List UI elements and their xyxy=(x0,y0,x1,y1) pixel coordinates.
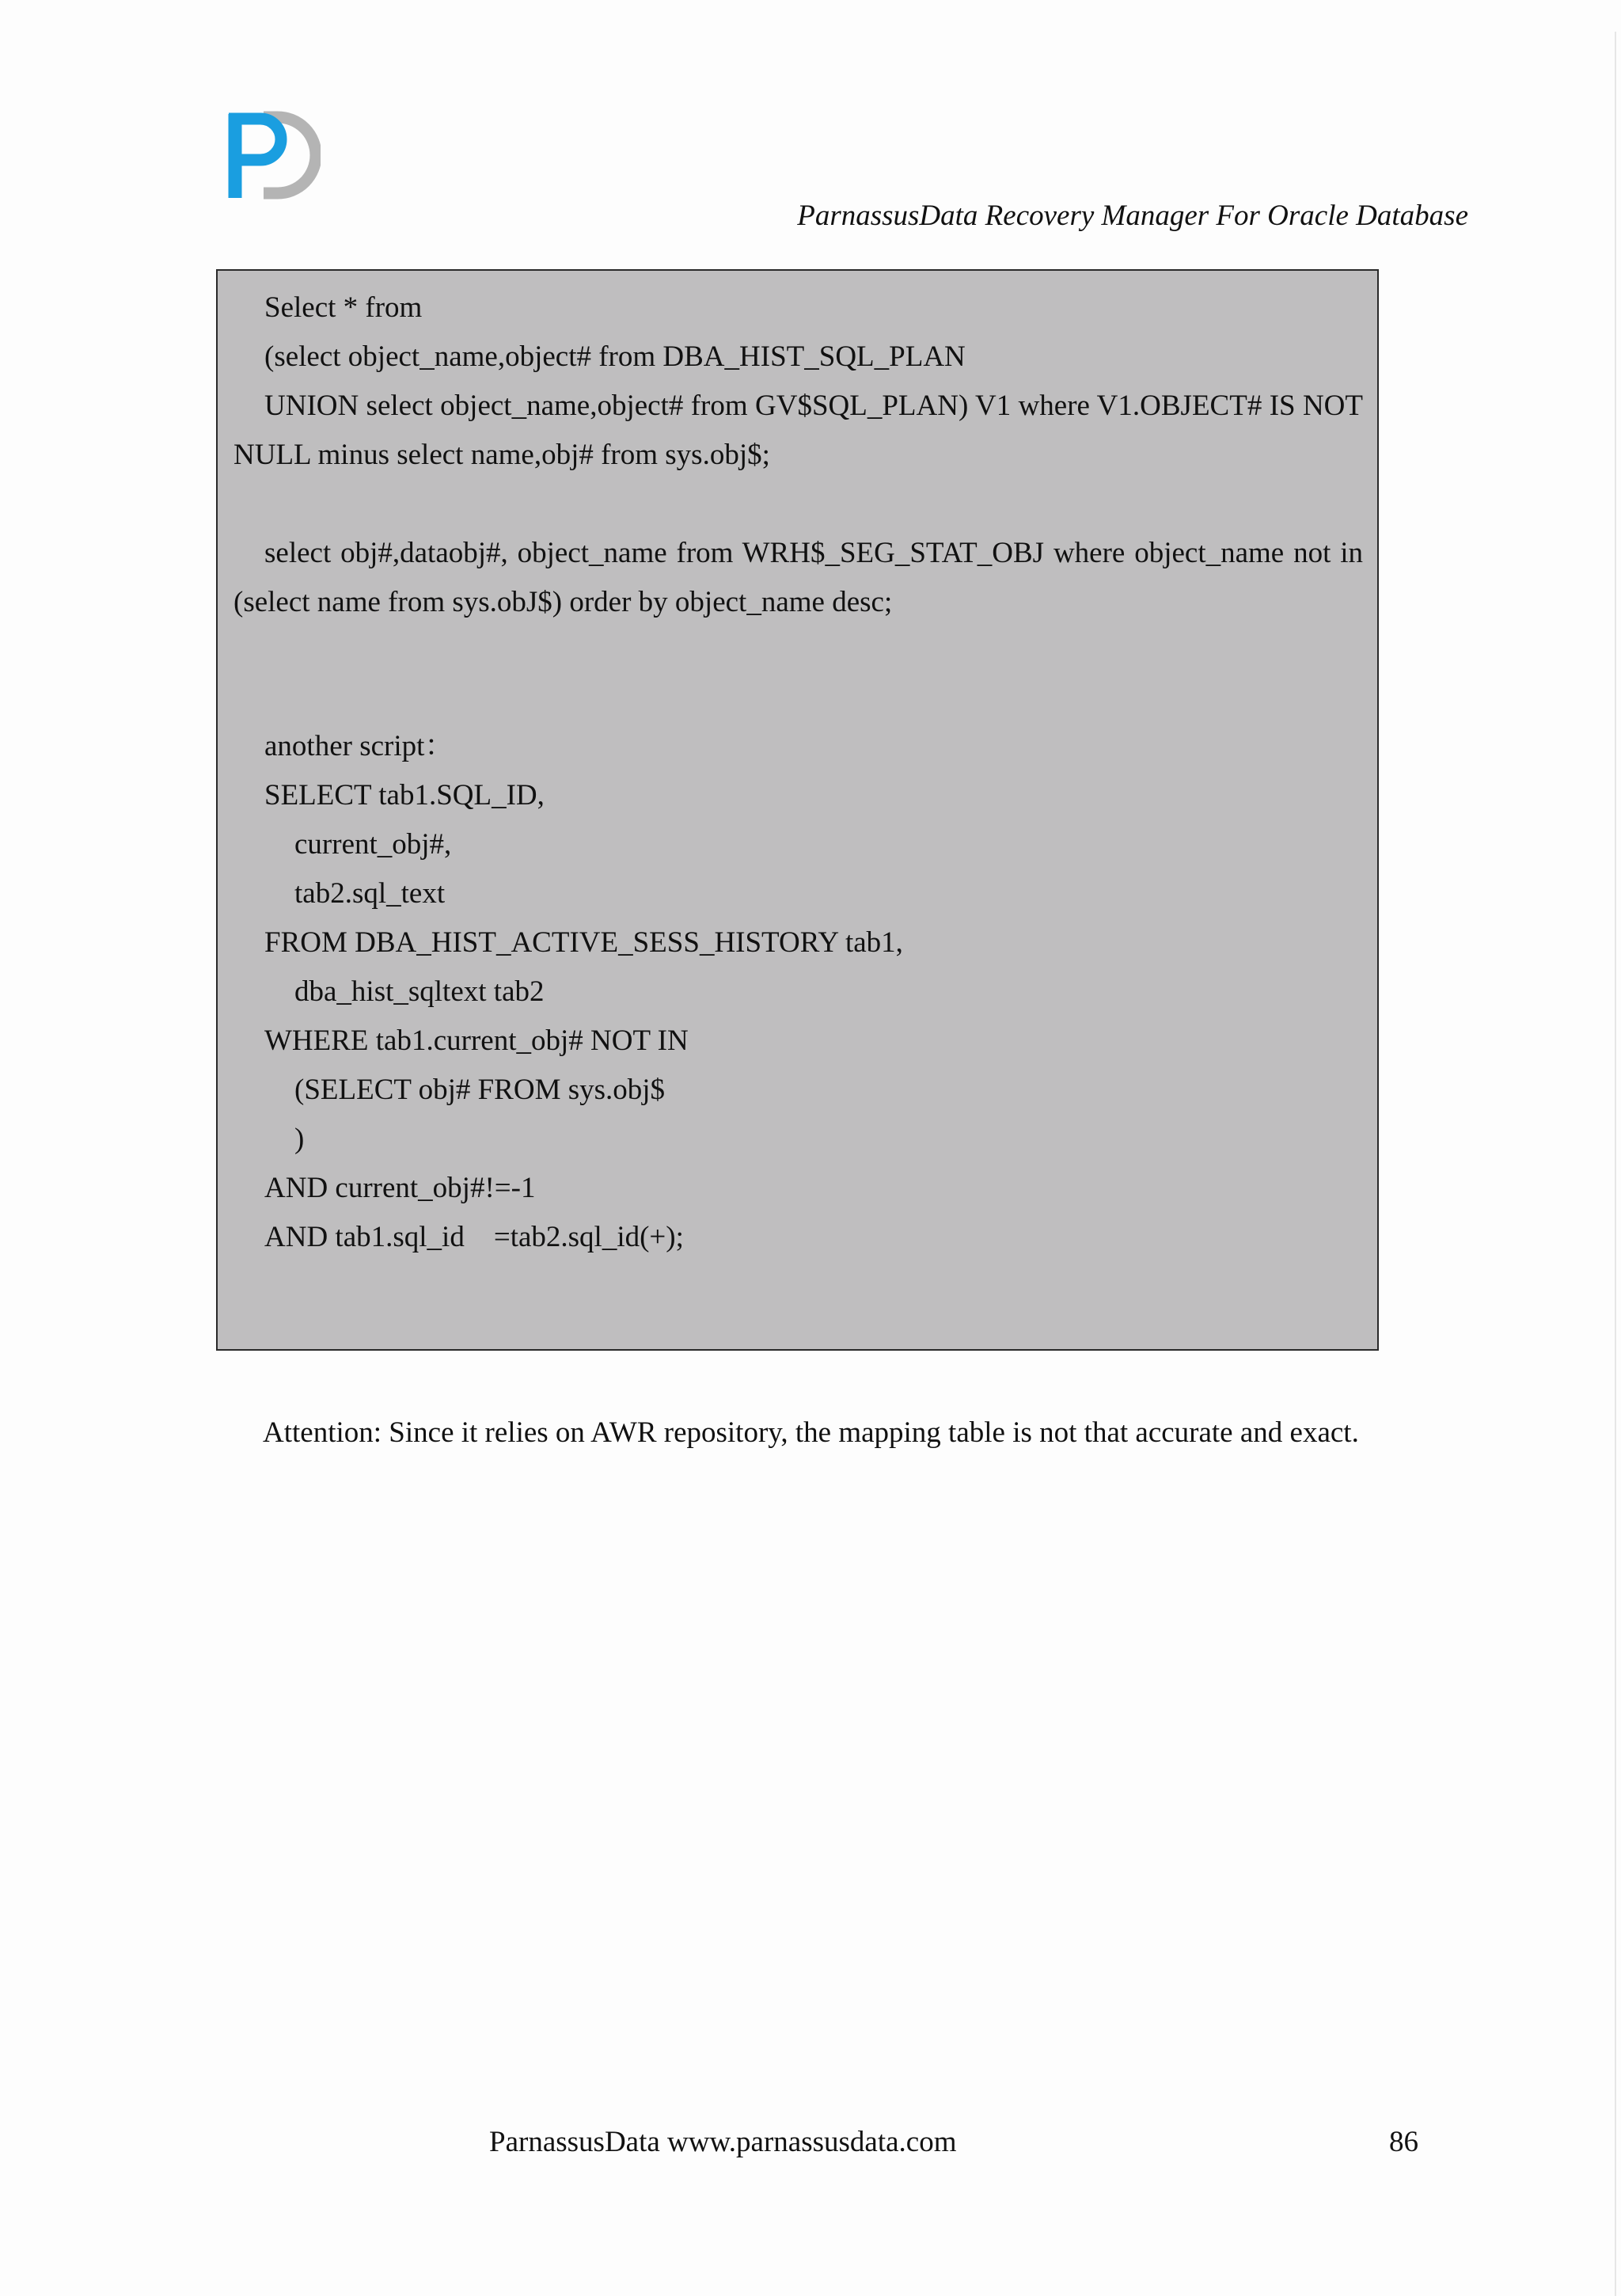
sql-code-block xyxy=(216,269,1379,1351)
code-line: another script： xyxy=(264,730,454,762)
page-edge xyxy=(1615,32,1621,2296)
attention-note: Attention: Since it relies on AWR repository, the mapping table is not that accurate and exact. xyxy=(263,1416,1359,1449)
code-line: tab2.sql_text xyxy=(294,877,446,910)
code-line: Select * from xyxy=(264,291,423,324)
code-line: dba_hist_sqltext tab2 xyxy=(294,975,545,1008)
code-line: ) xyxy=(294,1123,305,1155)
footer-text: ParnassusData www.parnassusdata.com xyxy=(489,2126,957,2158)
code-line: AND current_obj#!=-1 xyxy=(264,1172,536,1204)
code-line: AND tab1.sql_id =tab2.sql_id(+); xyxy=(264,1221,684,1253)
parnassusdata-logo xyxy=(226,111,321,202)
code-line: UNION select object_name,object# from GV$SQL_PLAN) V1 where V1.OBJECT# IS NOT NULL minus select name,obj# from sys.obj$; xyxy=(233,390,1363,471)
code-line: WHERE tab1.current_obj# NOT IN xyxy=(264,1024,689,1057)
code-line: (select object_name,object# from DBA_HIST_SQL_PLAN xyxy=(264,340,966,373)
code-line: (SELECT obj# FROM sys.obj$ xyxy=(294,1074,666,1106)
running-header: ParnassusData Recovery Manager For Oracle Database xyxy=(797,200,1468,232)
code-line: FROM DBA_HIST_ACTIVE_SESS_HISTORY tab1, xyxy=(264,926,903,959)
page-number: 86 xyxy=(1389,2126,1418,2158)
code-line: current_obj#, xyxy=(294,828,452,861)
code-line: select obj#,dataobj#, object_name from WRH$_SEG_STAT_OBJ where object_name not in (select name from sys.obJ$) order by object_name desc; xyxy=(233,537,1363,618)
code-line: SELECT tab1.SQL_ID, xyxy=(264,779,545,812)
